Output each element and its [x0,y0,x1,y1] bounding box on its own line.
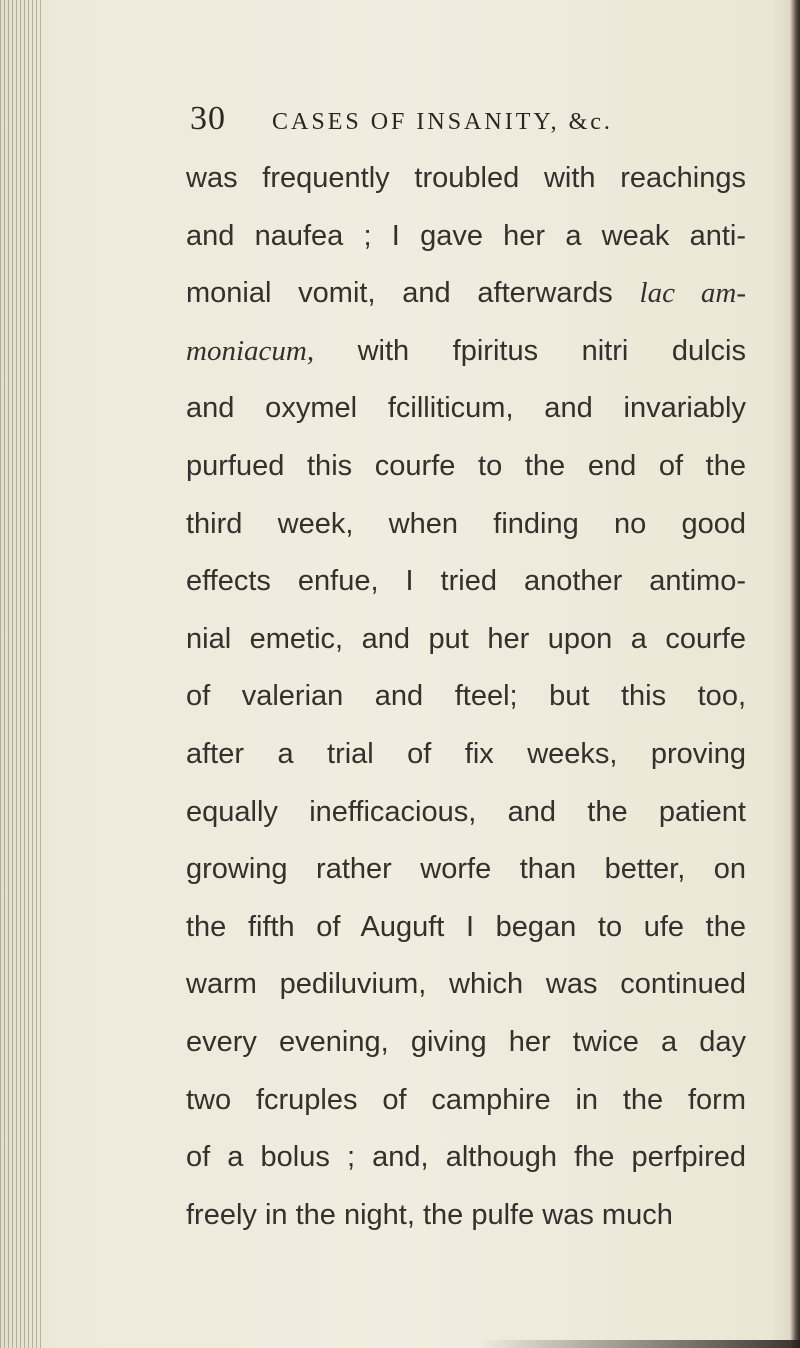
page-header [190,100,770,150]
text-line: of a bolus ; and, although fhe perfpired [186,1141,746,1174]
text-line: and naufea ; I gave her a weak anti- [186,219,746,252]
running-head: CASES OF INSANITY, &c. [272,109,613,135]
page-edge-shadow [790,0,800,1348]
italic-term: moniacum, [186,334,315,367]
text-line: growing rather worfe than better, on [186,853,746,886]
text-line: two fcruples of camphire in the form [186,1083,746,1116]
text-line: warm pediluvium, which was continued [186,968,746,1001]
text-line: of valerian and fteel; but this too, [186,680,746,713]
text-span: monial vomit, and afterwards [186,277,613,310]
text-line: purfued this courfe to the end of the [186,449,746,482]
binding-gutter [0,0,44,1348]
text-line: the fifth of Auguft I began to ufe the [186,910,746,943]
text-line: was frequently troubled with reachings [186,162,746,194]
text-line: nial emetic, and put her upon a courfe [186,622,746,655]
text-line: third week, when finding no good [186,507,746,540]
text-line: equally inefficacious, and the patient [186,795,746,828]
text-line: after a trial of fix weeks, proving [186,737,746,770]
text-line: freely in the night, the pulfe was much [186,1198,673,1231]
text-span: with fpiritus nitri dulcis [357,334,746,367]
body-text [186,150,746,1244]
text-line: effects enfue, I tried another antimo- [186,565,746,598]
text-line: and oxymel fcilliticum, and invariably [186,392,746,425]
italic-term: lac am- [639,277,746,310]
text-line: every evening, giving her twice a day [186,1025,746,1058]
text-line [186,265,746,323]
page-bottom-shadow [480,1340,800,1348]
text-line [186,323,746,381]
page-number: 30 [190,100,226,137]
